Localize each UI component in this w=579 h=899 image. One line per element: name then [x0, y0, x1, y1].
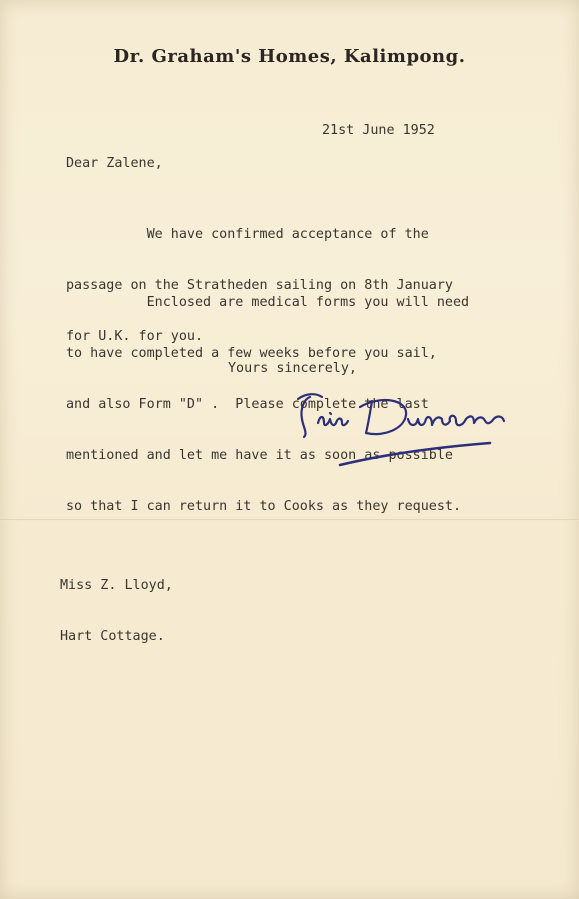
paragraph-line: to have completed a few weeks before you sail, — [66, 346, 437, 361]
salutation: Dear Zalene, — [66, 156, 163, 171]
address-line: Hart Cottage. — [60, 629, 165, 644]
paragraph-line: passage on the Stratheden sailing on 8th January — [66, 278, 453, 293]
letterhead: Dr. Graham's Homes, Kalimpong. — [113, 46, 466, 67]
paragraph-line: mentioned and let me have it as soon as possible — [66, 448, 453, 463]
paragraph-line: for U.K. for you. — [66, 329, 204, 344]
address-line: Miss Z. Lloyd, — [60, 578, 173, 593]
letter-date: 21st June 1952 — [322, 123, 435, 138]
handwritten-signature — [290, 385, 540, 475]
paragraph-line: We have confirmed acceptance of the — [66, 227, 429, 242]
paragraph-line: so that I can return it to Cooks as they request. — [66, 499, 462, 514]
closing-line: Yours sincerely, — [228, 361, 357, 376]
paragraph-line: Enclosed are medical forms you will need — [66, 295, 470, 310]
paragraph-line: and also Form "D" . Please complete the last — [66, 397, 429, 412]
recipient-address — [60, 543, 173, 679]
